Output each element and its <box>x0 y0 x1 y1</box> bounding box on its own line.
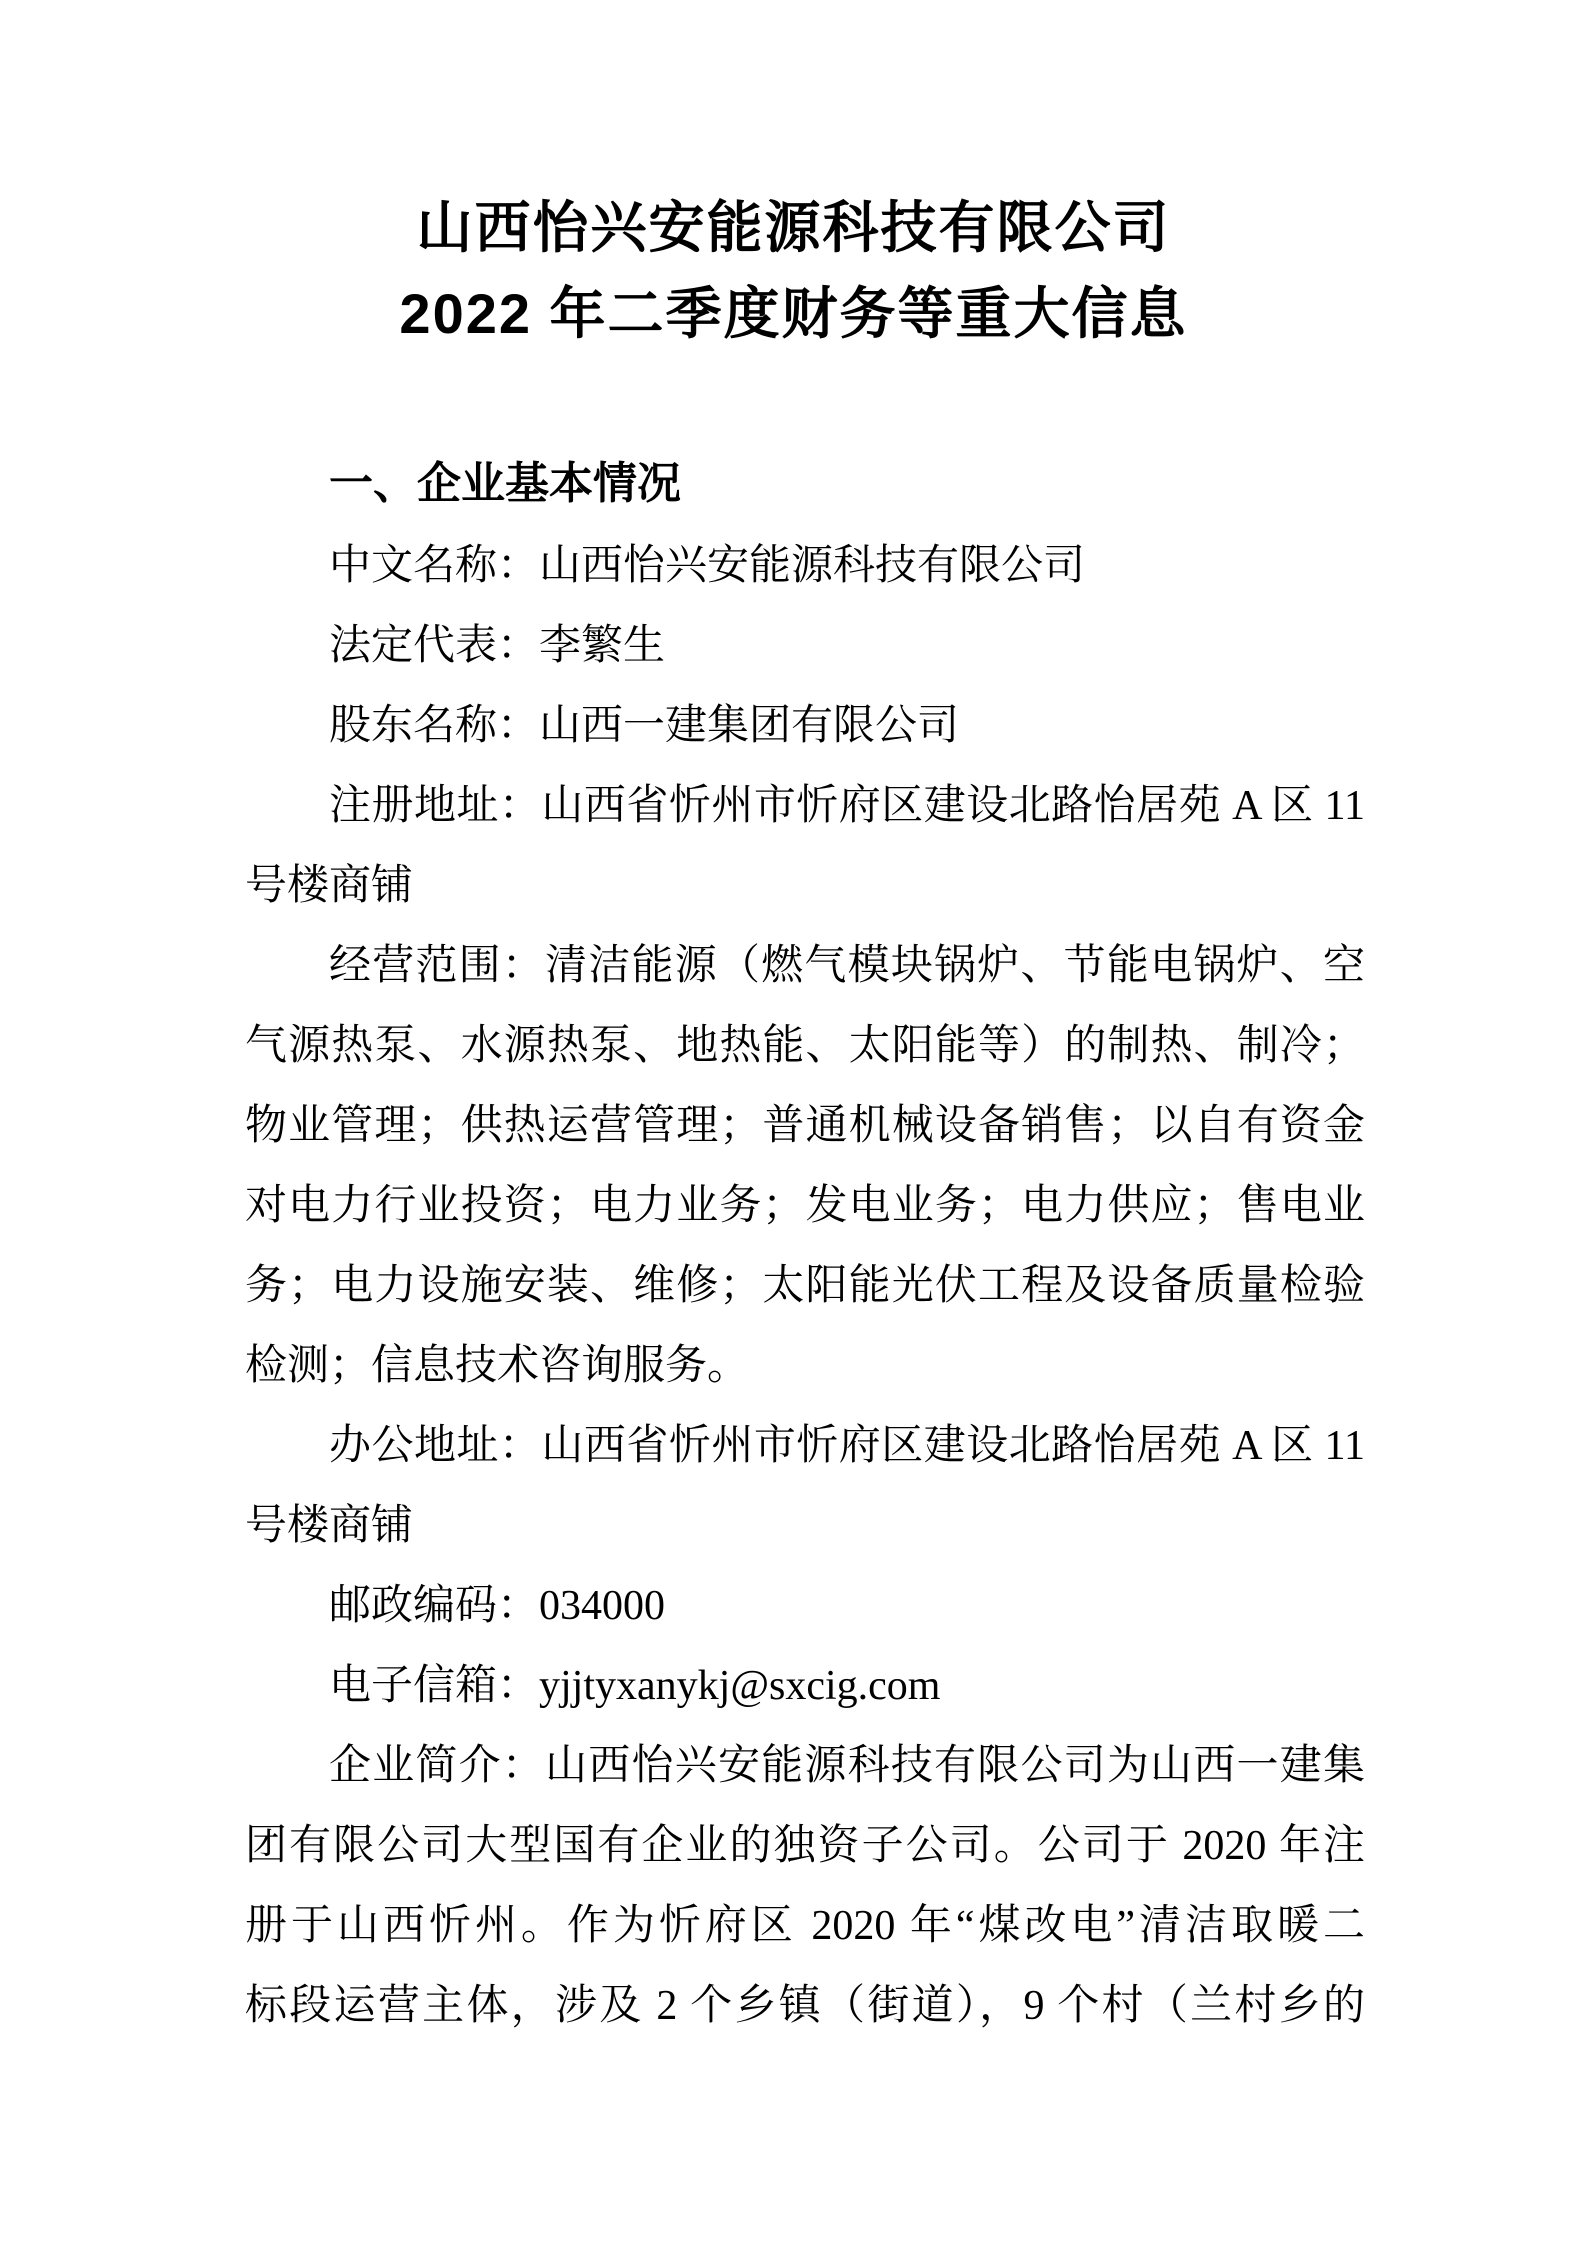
field-company-profile-cont-3: 标段运营主体，涉及 2 个乡镇（街道），9 个村（兰村乡的 <box>245 1983 1365 2029</box>
field-company-profile-cont-1: 团有限公司大型国有企业的独资子公司。公司于 2020 年注 <box>245 1823 1365 1869</box>
field-chinese-name: 中文名称：山西怡兴安能源科技有限公司 <box>329 543 1086 589</box>
field-email: 电子信箱：yjjtyxanykj@sxcig.com <box>329 1663 941 1709</box>
field-company-profile: 企业简介：山西怡兴安能源科技有限公司为山西一建集 <box>329 1743 1365 1789</box>
field-business-scope-cont-3: 对电力行业投资；电力业务；发电业务；电力供应；售电业 <box>245 1183 1365 1229</box>
field-business-scope-cont-4: 务；电力设施安装、维修；太阳能光伏工程及设备质量检验 <box>245 1263 1365 1309</box>
section-heading-basic-info: 一、企业基本情况 <box>329 459 681 508</box>
field-legal-representative: 法定代表：李繁生 <box>329 623 666 669</box>
document-body <box>245 526 1365 2046</box>
field-company-profile-cont-2: 册于山西忻州。作为忻府区 2020 年“煤改电”清洁取暖二 <box>245 1903 1365 1949</box>
field-business-scope: 经营范围：清洁能源（燃气模块锅炉、节能电锅炉、空 <box>329 943 1365 989</box>
field-business-scope-cont-2: 物业管理；供热运营管理；普通机械设备销售；以自有资金 <box>245 1103 1365 1149</box>
field-postal-code: 邮政编码：034000 <box>329 1583 666 1629</box>
document-title-line-1: 山西怡兴安能源科技有限公司 <box>416 196 1171 259</box>
field-shareholder-name: 股东名称：山西一建集团有限公司 <box>329 703 960 749</box>
document-title-line-2: 2022 年二季度财务等重大信息 <box>399 282 1188 345</box>
field-office-address-cont: 号楼商铺 <box>245 1503 414 1549</box>
field-business-scope-cont-1: 气源热泵、水源热泵、地热能、太阳能等）的制热、制冷； <box>245 1023 1365 1069</box>
field-office-address: 办公地址：山西省忻州市忻府区建设北路怡居苑 A 区 11 <box>329 1423 1365 1469</box>
document-title <box>0 185 1587 357</box>
field-registered-address: 注册地址：山西省忻州市忻府区建设北路怡居苑 A 区 11 <box>329 783 1365 829</box>
field-registered-address-cont: 号楼商铺 <box>245 863 414 909</box>
field-business-scope-cont-5: 检测；信息技术咨询服务。 <box>245 1343 750 1389</box>
